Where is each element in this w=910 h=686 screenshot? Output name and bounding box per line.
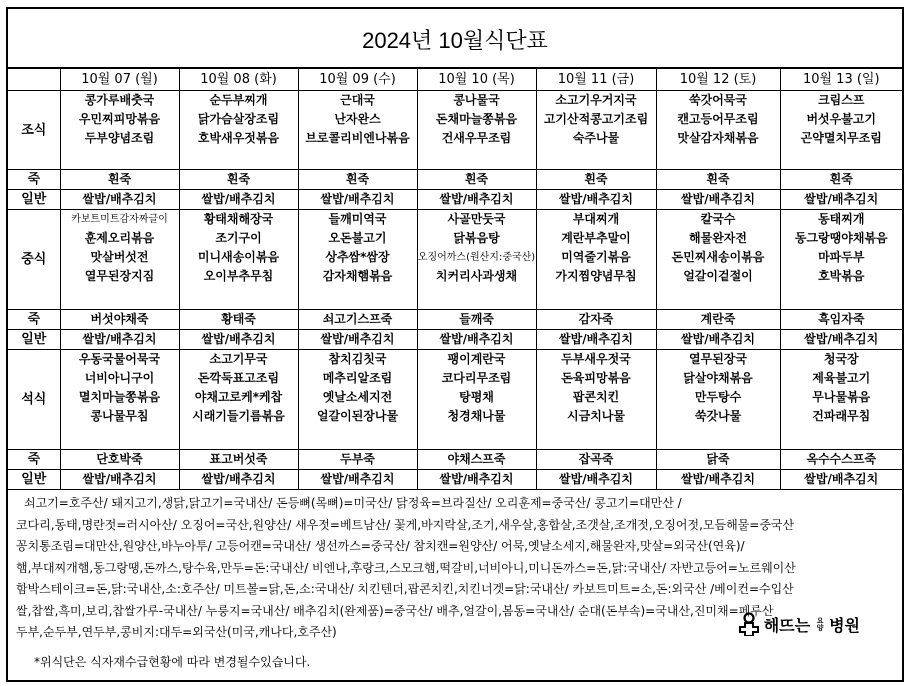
menu-item: 콩가루배춧국 [84, 93, 155, 107]
menu-item: 맛살버섯전 [90, 250, 149, 264]
porridge-cell: 흰죽 [60, 170, 179, 190]
regular-cell: 쌀밥/배추김치 [417, 190, 536, 210]
menu-item: 콩나물무침 [90, 409, 149, 423]
menu-item: 닭살야채볶음 [683, 371, 753, 385]
menu-item: 숙주나물 [572, 131, 620, 145]
menu-item: 해물완자전 [689, 231, 747, 245]
menu-item: 치커리사과생채 [435, 269, 518, 283]
porridge-label: 죽 [8, 310, 60, 330]
menu-item: 얼갈이겉절이 [683, 269, 753, 283]
lunch-regular-row [8, 330, 902, 350]
menu-item: 마파두부 [818, 250, 865, 264]
breakfast-cell [60, 91, 179, 170]
regular-cell: 쌀밥/배추김치 [60, 330, 179, 350]
menu-item: 닭가슴살장조림 [197, 112, 280, 126]
menu-item: 콩나물국 [453, 93, 500, 107]
dinner-cell [656, 350, 780, 450]
logo-suffix: 병원 [829, 615, 860, 635]
regular-cell: 쌀밥/배추김치 [60, 470, 179, 490]
breakfast-label: 조식 [8, 91, 60, 170]
regular-cell: 쌀밥/배추김치 [417, 470, 536, 490]
breakfast-regular-row [8, 190, 902, 210]
regular-cell: 쌀밥/배추김치 [179, 190, 298, 210]
menu-item: 팽이계란국 [447, 352, 506, 366]
menu-item: 칼국수 [700, 212, 736, 226]
porridge-cell: 잡곡죽 [536, 450, 656, 470]
regular-label: 일반 [8, 470, 60, 490]
menu-item: 청경채나물 [447, 409, 506, 423]
menu-item: 코다리무조림 [441, 371, 512, 385]
menu-item: 시래기들기름볶음 [192, 409, 285, 423]
day-header: 10월 12 (토) [656, 69, 780, 91]
dinner-row [8, 350, 902, 450]
regular-cell: 쌀밥/배추김치 [536, 470, 656, 490]
page-title: 2024년 10월식단표 [8, 9, 902, 68]
corner-cell [8, 69, 60, 91]
porridge-cell: 야채스프죽 [417, 450, 536, 470]
regular-cell: 쌀밥/배추김치 [417, 330, 536, 350]
breakfast-cell [656, 91, 780, 170]
menu-item: 미역줄기볶음 [561, 250, 631, 264]
regular-cell: 쌀밥/배추김치 [780, 190, 902, 210]
lunch-cell [60, 210, 179, 310]
dinner-cell [60, 350, 179, 450]
hospital-logo [738, 612, 860, 636]
porridge-cell: 흰죽 [179, 170, 298, 190]
lunch-cell [417, 210, 536, 310]
menu-item: 브로콜리비엔나볶음 [305, 131, 410, 145]
menu-table [8, 68, 902, 490]
porridge-cell: 닭죽 [656, 450, 780, 470]
menu-item: 맛살감자채볶음 [677, 131, 759, 145]
porridge-cell: 흰죽 [536, 170, 656, 190]
day-header: 10월 07 (월) [60, 69, 179, 91]
menu-item: 미니새송이볶음 [197, 250, 280, 264]
menu-sheet [6, 7, 904, 682]
menu-item: 계란부추말이 [561, 231, 631, 245]
menu-item: 감자채햄볶음 [322, 269, 393, 283]
menu-item: 돈육피망볶음 [561, 371, 631, 385]
menu-item: 호박볶음 [818, 269, 865, 283]
dinner-cell [298, 350, 417, 450]
porridge-cell: 단호박죽 [60, 450, 179, 470]
regular-cell: 쌀밥/배추김치 [536, 330, 656, 350]
lunch-cell [536, 210, 656, 310]
menu-item: 멸치마늘쫑볶음 [78, 390, 161, 404]
regular-cell: 쌀밥/배추김치 [298, 470, 417, 490]
menu-item: 조기구이 [215, 231, 262, 245]
lunch-cell [298, 210, 417, 310]
dinner-cell [417, 350, 536, 450]
menu-item: 무나물볶음 [812, 390, 871, 404]
lunch-cell [179, 210, 298, 310]
porridge-label: 죽 [8, 170, 60, 190]
origin-note-line: 햄,부대찌개햄,동그랑땡,돈까스,탕수육,만두=돈:국내산/ 비엔나,후랑크,스모크햄,떡갈비,너비아니,미니돈까스=돈,닭:국내산/ 자반고등어=노르웨이산 [16, 560, 796, 575]
menu-item: 열무된장국 [689, 352, 747, 366]
breakfast-cell [179, 91, 298, 170]
menu-item: 두부새우젓국 [561, 352, 631, 366]
menu-item: 곤약멸치무조림 [800, 131, 882, 145]
regular-cell: 쌀밥/배추김치 [179, 330, 298, 350]
menu-item: 오징어까스(원산지:중국산) [417, 252, 536, 263]
regular-cell: 쌀밥/배추김치 [780, 470, 902, 490]
regular-cell: 쌀밥/배추김치 [298, 330, 417, 350]
lunch-row [8, 210, 902, 310]
menu-item: 열무된장지짐 [84, 269, 155, 283]
regular-cell: 쌀밥/배추김치 [536, 190, 656, 210]
menu-item: 너비아니구이 [84, 371, 155, 385]
menu-item: 쑥갓어묵국 [689, 93, 747, 107]
porridge-cell: 쇠고기스프죽 [298, 310, 417, 330]
regular-cell: 쌀밥/배추김치 [179, 470, 298, 490]
breakfast-cell [298, 91, 417, 170]
menu-item: 카보트미트감자짜글이 [71, 214, 168, 225]
menu-item: 부대찌개 [572, 212, 620, 226]
menu-item: 청국장 [823, 352, 859, 366]
menu-item: 돈민찌새송이볶음 [671, 250, 765, 264]
header-row [8, 69, 902, 91]
origin-note-line: 함박스테이크=돈,닭:국내산,소:호주산/ 미트볼=닭,돈,소:국내산/ 치킨텐더,팝콘치킨,치킨너겟=닭:국내산/ 카보트미트=소,돈:외국산 /베이컨=수입산 [16, 582, 794, 596]
lunch-porridge-row [8, 310, 902, 330]
breakfast-cell [536, 91, 656, 170]
regular-label: 일반 [8, 190, 60, 210]
breakfast-cell [417, 91, 536, 170]
day-header: 10월 11 (금) [536, 69, 656, 91]
porridge-cell: 흰죽 [656, 170, 780, 190]
origin-note-line: 코다리,동태,명란젓=러시아산/ 오징어=국산,원양산/ 새우젓=베트남산/ 꽃게,바지락살,조기,새우살,홍합살,조갯살,조개젓,오징어젓,모듬해물=중국산 [16, 517, 795, 532]
day-header: 10월 08 (화) [179, 69, 298, 91]
porridge-cell: 황태죽 [179, 310, 298, 330]
regular-cell: 쌀밥/배추김치 [780, 330, 902, 350]
menu-item: 오이부추무침 [203, 269, 274, 283]
porridge-cell: 계란죽 [656, 310, 780, 330]
logo-name: 해뜨는 [763, 615, 811, 635]
porridge-cell: 두부죽 [298, 450, 417, 470]
breakfast-cell [780, 91, 902, 170]
porridge-cell: 들깨죽 [417, 310, 536, 330]
menu-item: 닭볶음탕 [453, 231, 500, 245]
menu-item: 돈깍둑표고조림 [197, 371, 280, 385]
regular-label: 일반 [8, 330, 60, 350]
lunch-cell [656, 210, 780, 310]
menu-item: 크림스프 [818, 93, 865, 107]
porridge-cell: 옥수수스프죽 [780, 450, 902, 470]
menu-item: 동태찌개 [818, 212, 865, 226]
origin-note-line: 두부,순두부,연두부,콩비지:대두=외국산(미국,캐나다,호주산) [16, 625, 337, 639]
menu-item: 소고기우거지국 [555, 93, 637, 107]
dinner-label: 석식 [8, 350, 60, 450]
menu-item: 버섯우불고기 [806, 112, 877, 126]
dinner-cell [780, 350, 902, 450]
dinner-regular-row [8, 470, 902, 490]
menu-item: 제육불고기 [812, 371, 871, 385]
dinner-cell [179, 350, 298, 450]
menu-item: 순두부찌개 [209, 93, 268, 107]
porridge-cell: 감자죽 [536, 310, 656, 330]
dinner-cell [536, 350, 656, 450]
regular-cell: 쌀밥/배추김치 [298, 190, 417, 210]
menu-item: 팝콘치킨 [572, 390, 620, 404]
menu-item: 훈제오리볶음 [84, 231, 155, 245]
porridge-cell: 버섯야채죽 [60, 310, 179, 330]
menu-item: 동그랑땡야채볶음 [794, 231, 888, 245]
menu-item: 우동국물어묵국 [78, 352, 161, 366]
menu-item: 야채고로케*케찹 [194, 390, 283, 404]
porridge-cell: 흑임자죽 [780, 310, 902, 330]
day-header: 10월 10 (목) [417, 69, 536, 91]
menu-item: 참치김칫국 [328, 352, 387, 366]
menu-item: 시금치나물 [567, 409, 625, 423]
dinner-porridge-row [8, 450, 902, 470]
regular-cell: 쌀밥/배추김치 [656, 190, 780, 210]
menu-item: 메추리알조림 [322, 371, 393, 385]
menu-item: 고기산적콩고기조림 [543, 112, 649, 126]
menu-item: 만두탕수 [694, 390, 742, 404]
menu-item: 얼갈이된장나물 [316, 409, 399, 423]
origin-note-line: 쇠고기=호주산/ 돼지고기,생닭,닭고기=국내산/ 돈등뼈(목뼈)=미국산/ 닭정육=브라질산/ 오리훈제=중국산/ 콩고기=대만산 / [24, 496, 682, 510]
regular-cell: 쌀밥/배추김치 [656, 470, 780, 490]
menu-item: 탕평채 [459, 390, 494, 404]
menu-item: 황태채해장국 [203, 212, 274, 226]
cross-logo-icon [738, 612, 760, 636]
menu-item: 두부양념조림 [84, 131, 155, 145]
porridge-cell: 표고버섯죽 [179, 450, 298, 470]
porridge-label: 죽 [8, 450, 60, 470]
porridge-cell: 흰죽 [780, 170, 902, 190]
menu-item: 우민찌피망볶음 [78, 112, 161, 126]
logo-sub: 요양 [816, 617, 825, 631]
menu-item: 들깨미역국 [328, 212, 387, 226]
regular-cell: 쌀밥/배추김치 [656, 330, 780, 350]
origin-note-line: 꽁치통조림=대만산,원양산,바누아투/ 고등어캔=국내산/ 생선까스=중국산/ 참치캔=원양산/ 어묵,옛날소세지,해물완자,맛살=외국산(연육)/ [16, 539, 745, 553]
menu-item: 가지찜양념무침 [555, 269, 637, 283]
menu-item: 사골만둣국 [447, 212, 506, 226]
disclaimer: *위식단은 식자재수급현황에 따라 변경될수있습니다. [34, 655, 311, 669]
menu-item: 돈채마늘쫑볶음 [435, 112, 518, 126]
menu-item: 근대국 [340, 93, 375, 107]
menu-item: 소고기무국 [209, 352, 268, 366]
menu-item: 캔고등어무조림 [677, 112, 759, 126]
origin-note-line: 쌀,찹쌀,흑미,보리,찹쌀가루-국내산/ 누룽지=국내산/ 배추김치(완제품)=중국산/ 배추,얼갈이,봄동=국내산/ 순대(돈부속)=국내산,진미채=페루산 [16, 603, 774, 618]
lunch-cell [780, 210, 902, 310]
menu-item: 건새우무조림 [441, 131, 512, 145]
porridge-cell: 흰죽 [298, 170, 417, 190]
breakfast-row [8, 91, 902, 170]
menu-item: 옛날소세지전 [322, 390, 393, 404]
lunch-label: 중식 [8, 210, 60, 310]
menu-item: 호박새우젓볶음 [197, 131, 280, 145]
menu-item: 건파래무침 [812, 409, 871, 423]
menu-item: 쑥갓나물 [694, 409, 742, 423]
menu-item: 상추쌈*쌈장 [325, 250, 390, 264]
day-header: 10월 09 (수) [298, 69, 417, 91]
day-header: 10월 13 (일) [780, 69, 902, 91]
menu-item: 난자완스 [334, 112, 381, 126]
regular-cell: 쌀밥/배추김치 [60, 190, 179, 210]
menu-item: 오돈불고기 [328, 231, 387, 245]
porridge-cell: 흰죽 [417, 170, 536, 190]
breakfast-porridge-row [8, 170, 902, 190]
